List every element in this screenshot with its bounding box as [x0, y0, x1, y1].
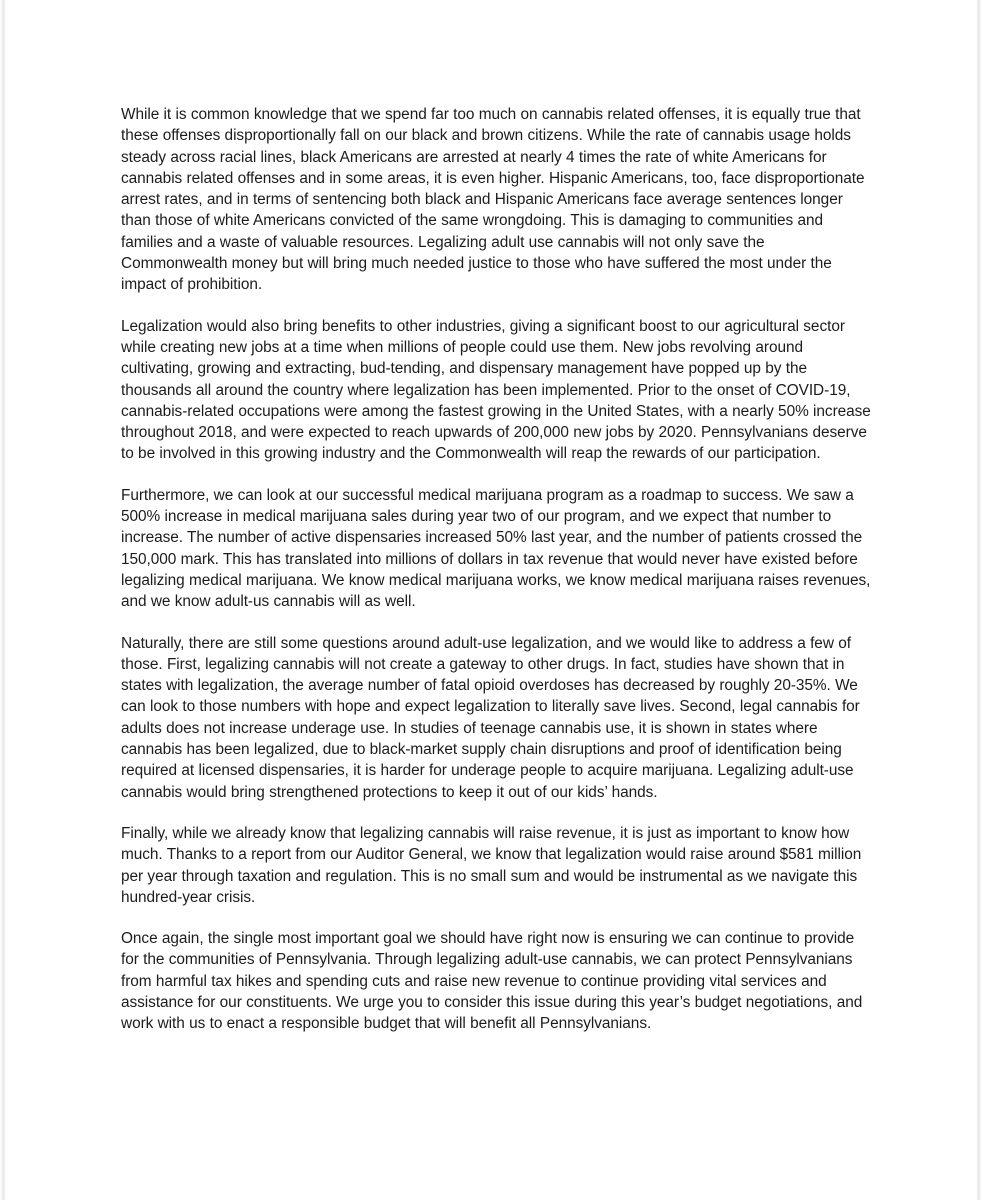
- paragraph-medical-marijuana-roadmap: Furthermore, we can look at our successful medical marijuana program as a roadmap to success. We saw a 500% increase in medical marijuana sales during year two of our program, and we expect that number to increase. The number of active dispensaries increased 50% last year, and the number of patients crossed the 150,000 mark. This has translated into millions of dollars in tax revenue that would never have existed before legalizing medical marijuana. We know medical marijuana works, we know medical marijuana raises revenues, and we know adult-us cannabis will as well.: [121, 486, 871, 611]
- paragraph-closing-call-to-action: Once again, the single most important goal we should have right now is ensuring we can continue to provide for the communities of Pennsylvania. Through legalizing adult-use cannabis, we can protect Pennsylvanians from harmful tax hikes and spending cuts and raise new revenue to continue providing vital services and assistance for our constituents. We urge you to consider this issue during this year’s budget negotiations, and work with us to enact a responsible budget that will benefit all Pennsylvanians.: [121, 930, 863, 1033]
- paragraph-questions-gateway-and-underage: Naturally, there are still some questions around adult-use legalization, and we would like to address a few of those. First, legalizing cannabis will not create a gateway to other drugs. In fact, studies have shown that in states with legalization, the average number of fatal opioid overdoses has decreased by roughly 20-35%. We can look to those numbers with hope and expect legalization to literally save lives. Second, legal cannabis for adults does not increase underage use. In studies of teenage cannabis use, it is shown in states where cannabis has been legalized, due to black-market supply chain disruptions and proof of identification being required at licensed dispensaries, it is harder for underage people to acquire marijuana. Legalizing adult-use cannabis would bring strengthened protections to keep it out of our kids’ hands.: [121, 634, 860, 801]
- paragraph-jobs-and-industry: Legalization would also bring benefits to other industries, giving a significant boost to our agricultural sector while creating new jobs at a time when millions of people could use them. New jobs revolving around cultivating, growing and extracting, bud-tending, and dispensary management have popped up by the thousands all around the country where legalization has been implemented. Prior to the onset of COVID-19, cannabis-related occupations were among the fastest growing in the United States, with a nearly 50% increase throughout 2018, and were expected to reach upwards of 200,000 new jobs by 2020. Pennsylvanians deserve to be involved in this growing industry and the Commonwealth will reap the rewards of our participation.: [121, 317, 871, 463]
- paragraph-racial-disparity: While it is common knowledge that we spend far too much on cannabis related offenses, it is equally true that these offenses disproportionally fall on our black and brown citizens. While the rate of cannabis usage holds steady across racial lines, black Americans are arrested at nearly 4 times the rate of white Americans for cannabis related offenses and in some areas, it is even higher. Hispanic Americans, too, face disproportionate arrest rates, and in terms of sentencing both black and Hispanic Americans face average sentences longer than those of white Americans convicted of the same wrongdoing. This is damaging to communities and families and a waste of valuable resources. Legalizing adult use cannabis will not only save the Commonwealth money but will bring much needed justice to those who have suffered the most under the impact of prohibition.: [121, 106, 865, 294]
- page-right-edge-line: [976, 0, 982, 1200]
- page-left-edge-line: [0, 0, 6, 1200]
- paragraph-revenue-estimate: Finally, while we already know that legalizing cannabis will raise revenue, it is just as important to know how much. Thanks to a report from our Auditor General, we know that legalization would raise around $581 million per year through taxation and regulation. This is no small sum and would be instrumental as we navigate this hundred-year crisis.: [121, 824, 862, 906]
- document-text-body: [121, 104, 873, 1035]
